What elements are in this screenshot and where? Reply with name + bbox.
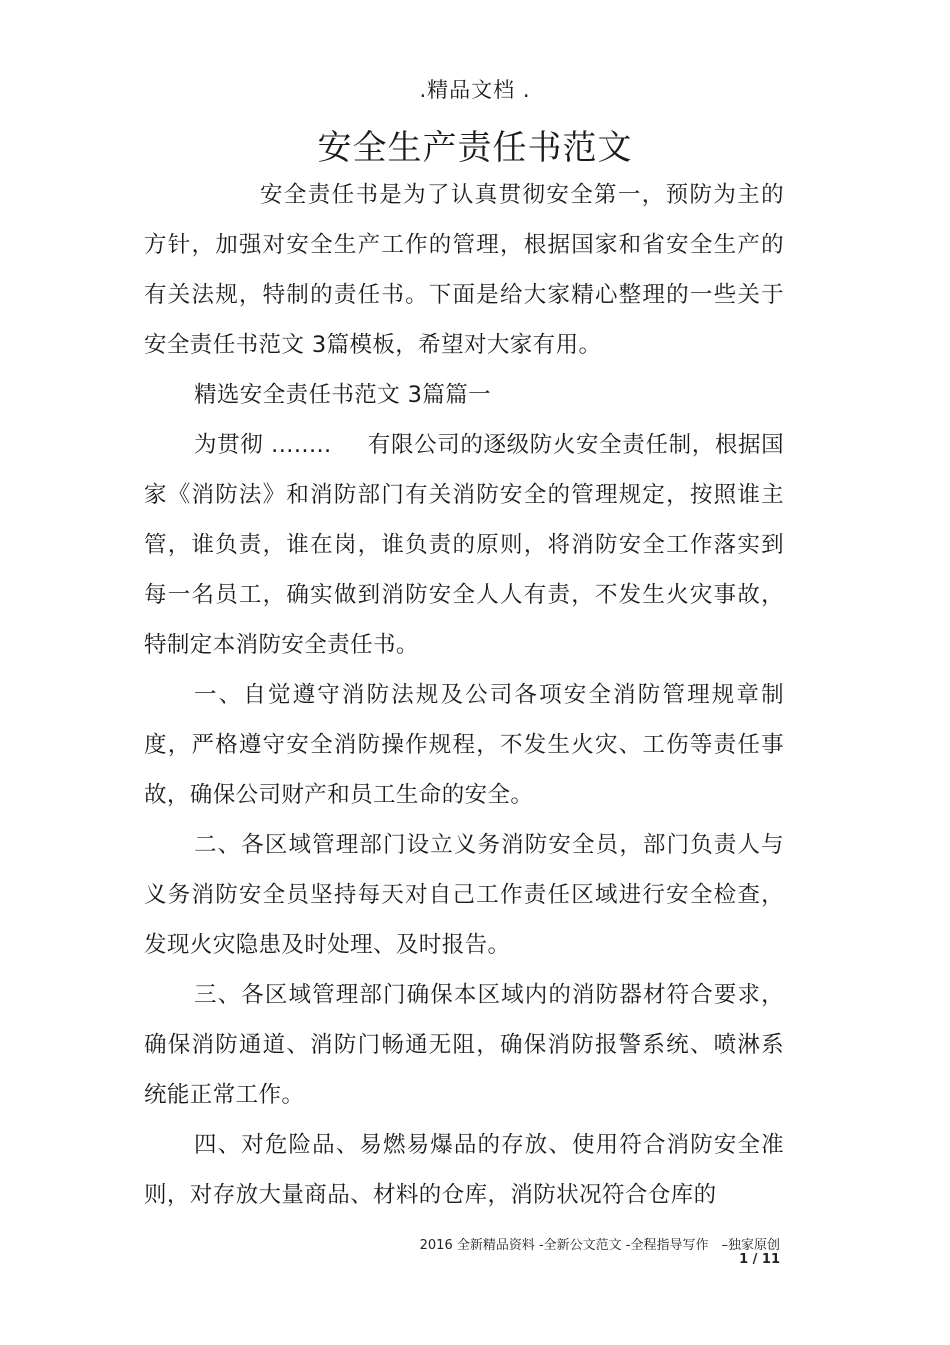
intro-paragraph: 安全责任书是为了认真贯彻安全第一，预防为主的方针，加强对安全生产工作的管理，根据国家和省安全生产的有关法规，特制的责任书。下面是给大家精心整理的一些关于安全责任书范文 3篇模板，希望对大家有用。 <box>144 182 784 358</box>
page-footer: 2016 全新精品资料 -全新公文范文 -全程指导写作 –独家原创 <box>419 1238 780 1253</box>
clause-3: 三、各区域管理部门确保本区域内的消防器材符合要求，确保消防通道、消防门畅通无阻，确保消防报警系统、喷淋系统能正常工作。 <box>144 982 784 1108</box>
document-body <box>144 170 784 1220</box>
document-title: 安全生产责任书范文 <box>317 128 633 168</box>
opening-paragraph <box>144 420 784 670</box>
clause-2: 二、各区域管理部门设立义务消防安全员，部门负责人与义务消防安全员坚持每天对自己工作责任区域进行安全检查，发现火灾隐患及时处理、及时报告。 <box>144 832 784 958</box>
page-header: .精品文档 . <box>419 78 531 102</box>
opening-paragraph-start: 为贯彻 ........ <box>194 432 332 458</box>
clause-1: 一、自觉遵守消防法规及公司各项安全消防管理规章制度，严格遵守安全消防操作规程，不发生火灾、工伤等责任事故，确保公司财产和员工生命的安全。 <box>144 682 784 808</box>
clause-4: 四、对危险品、易燃易爆品的存放、使用符合消防安全准则，对存放大量商品、材料的仓库，消防状况符合仓库的 <box>144 1132 784 1208</box>
page-number: 1 / 11 <box>739 1252 780 1267</box>
section-heading: 精选安全责任书范文 3篇篇一 <box>194 382 492 408</box>
opening-paragraph-rest: 有限公司的逐级防火安全责任制，根据国家《消防法》和消防部门有关消防安全的管理规定，按照谁主管，谁负责，谁在岗，谁负责的原则，将消防安全工作落实到每一名员工，确实做到消防安全人人有责，不发生火灾事故，特制定本消防安全责任书。 <box>144 432 785 658</box>
